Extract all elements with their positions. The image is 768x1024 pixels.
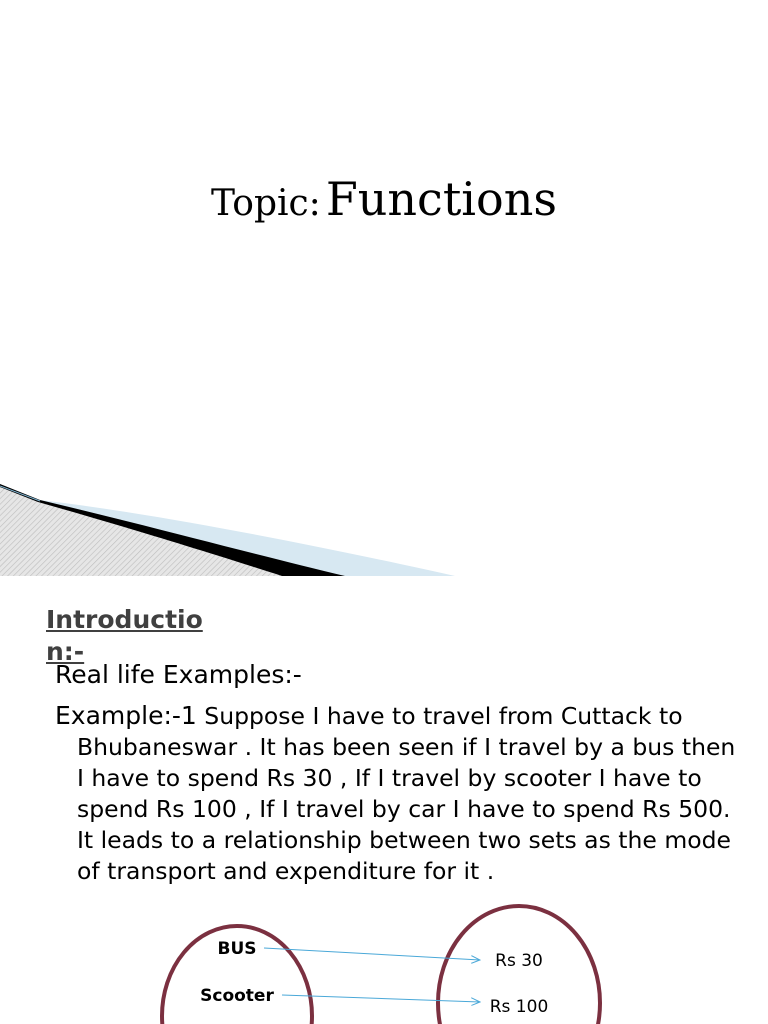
real-life-examples-heading: Real life Examples:-	[55, 660, 302, 689]
mapping-diagram	[0, 896, 768, 1024]
decorative-wave	[0, 470, 768, 576]
intro-heading: Introduction:-	[46, 605, 203, 666]
title-main: Functions	[325, 172, 557, 226]
codomain-item-rs30: Rs 30	[495, 951, 543, 971]
title-prefix: Topic:	[211, 183, 321, 224]
domain-item-scooter: Scooter	[200, 986, 274, 1006]
codomain-item-rs100: Rs 100	[489, 997, 549, 1017]
example-label: Example:-1	[55, 701, 197, 730]
example-paragraph	[55, 700, 745, 887]
slide-title	[0, 172, 768, 226]
example-text: Suppose I have to travel from Cuttack to Bhubaneswar . It has been seen if I travel by a bus then I have to spend Rs 30 , If I travel by scooter I have to spend Rs 100 , If I travel by car I have to spend Rs 500. It leads to a relationship between two sets as the mode of transport and expenditure for it .	[77, 702, 736, 885]
domain-item-bus: BUS	[217, 939, 257, 959]
